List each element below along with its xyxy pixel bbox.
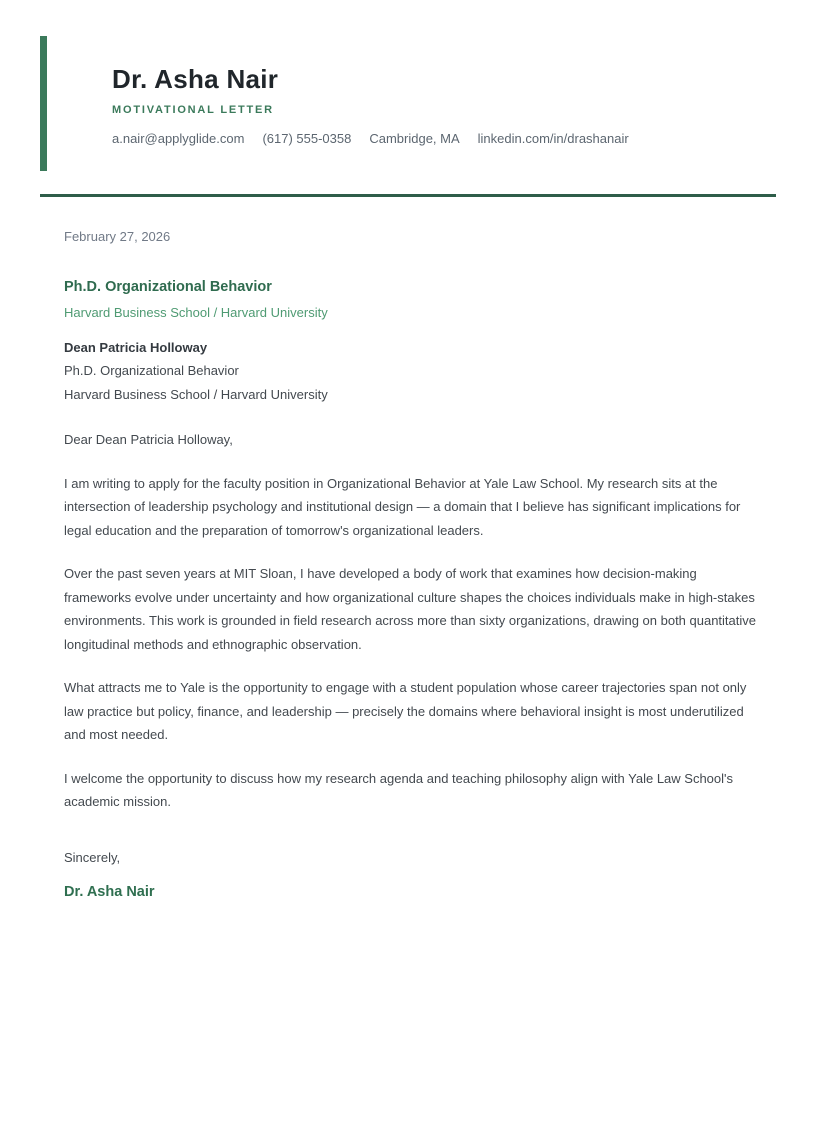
position-title: Ph.D. Organizational Behavior: [64, 279, 272, 296]
signature-name: Dr. Asha Nair: [64, 884, 155, 901]
header-divider: [40, 194, 776, 197]
recipient-block: [64, 336, 760, 407]
letter-page: [0, 36, 816, 1136]
contact-email: a.nair@applyglide.com: [112, 131, 245, 146]
contact-row: [112, 131, 776, 147]
contact-phone: (617) 555-0358: [262, 131, 352, 146]
body-paragraph-1: I am writing to apply for the faculty position in Organizational Behavior at Yale Law School. My research sits at the intersection of leadership psychology and institutional design — a domain that I believe has significant implications for legal education and the preparation of tomorrow's organizational leaders.: [64, 475, 741, 538]
document-type-label: MOTIVATIONAL LETTER: [112, 104, 274, 116]
letter-header: [40, 36, 776, 171]
greeting: Dear Dean Patricia Holloway,: [64, 432, 233, 448]
recipient-organization: Harvard Business School / Harvard University: [64, 386, 328, 402]
contact-location: Cambridge, MA: [369, 131, 460, 146]
recipient-position: Ph.D. Organizational Behavior: [64, 363, 239, 379]
recipient-name: Dean Patricia Holloway: [64, 339, 208, 355]
body-paragraph-3: What attracts me to Yale is the opportunity to engage with a student population whose career trajectories span not only law practice but policy, finance, and leadership — precisely the domains where behavioral insight is most underutilized and most needed.: [64, 680, 747, 743]
page-title: Dr. Asha Nair: [112, 64, 279, 94]
contact-linkedin: linkedin.com/in/drashanair: [477, 131, 629, 146]
body-paragraph-4: I welcome the opportunity to discuss how my research agenda and teaching philosophy align with Yale Law School's academic mission.: [64, 770, 734, 810]
letter-body: [64, 225, 760, 905]
closing: Sincerely,: [64, 849, 121, 865]
letter-date: February 27, 2026: [64, 228, 171, 244]
body-paragraph-2: Over the past seven years at MIT Sloan, I have developed a body of work that examines how decision-making frameworks evolve under uncertainty and how organizational culture shapes the choices individuals make in high-stakes environments. This work is grounded in field research across more than sixty organizations, drawing on both quantitative longitudinal methods and ethnographic observation.: [64, 566, 757, 652]
position-organization: Harvard Business School / Harvard University: [64, 305, 328, 321]
